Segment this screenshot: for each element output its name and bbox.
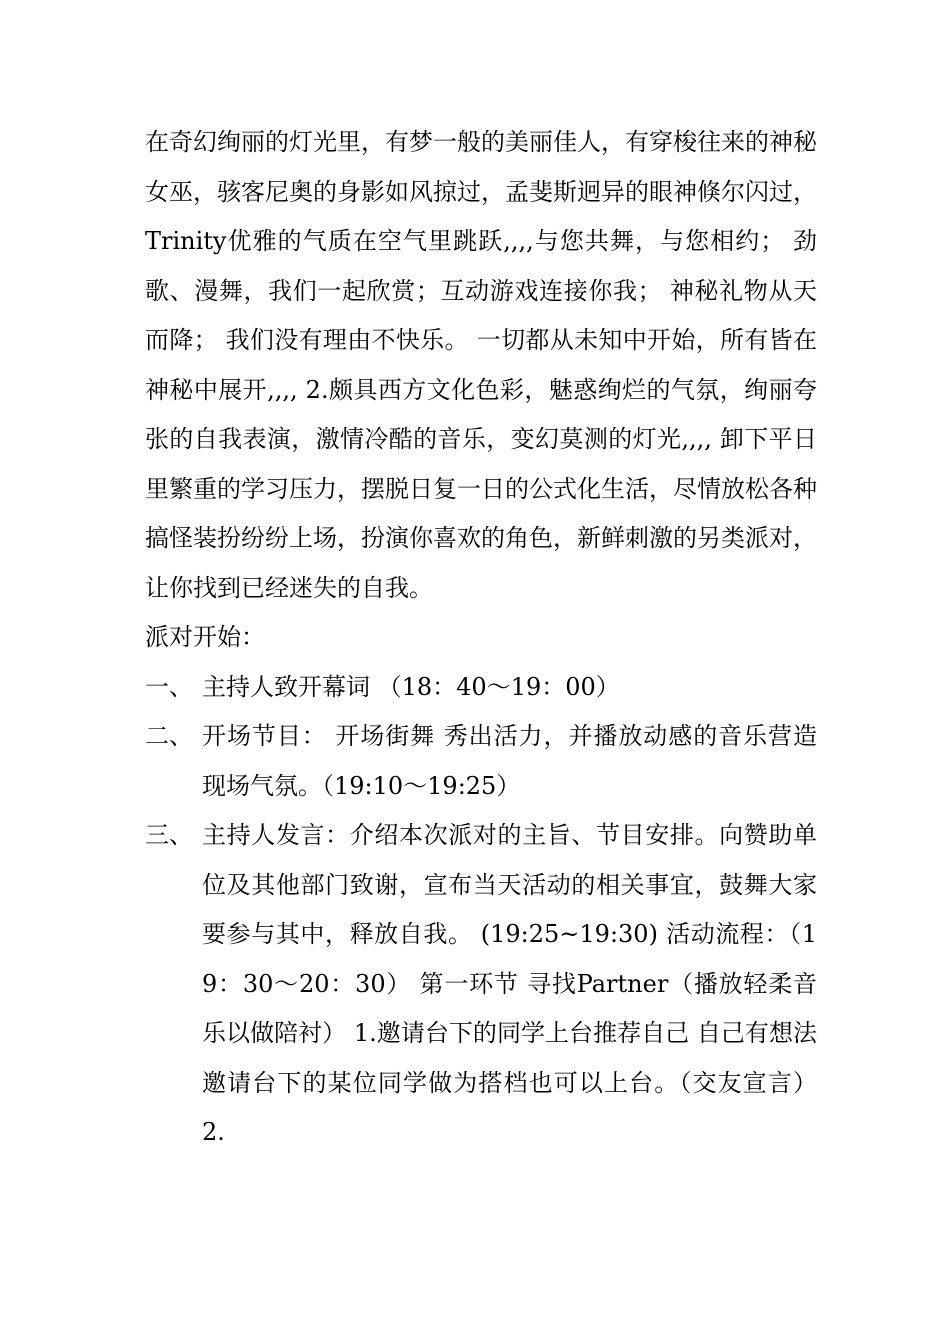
document-page [145, 118, 817, 1158]
list-marker: 一、 [145, 672, 193, 701]
list-item-text: 主持人致开幕词 （18：40～19：00） [202, 672, 620, 701]
list-item-text: 主持人发言：介绍本次派对的主旨、节目安排。向赞助单位及其他部门致谢，宣布当天活动的相关事宜，鼓舞大家要参与其中，释放自我。 (19:25~19:30) 活动流程：（19：30～20：30） 第一环节 寻找Partner（播放轻柔音乐以做陪衬） 1.邀请台下的同学上台推荐自己 自己有想法邀请台下的某位同学做为搭档也可以上台。（交友宣言） 2. [202, 821, 817, 1146]
list-item [145, 663, 817, 713]
intro-paragraph: 在奇幻绚丽的灯光里，有梦一般的美丽佳人，有穿梭往来的神秘女巫，骇客尼奥的身影如风掠过，孟斐斯迥异的眼神倏尔闪过，Trinity优雅的气质在空气里跳跃,,,,与您共舞，与您相约； 劲歌、漫舞，我们一起欣赏；互动游戏连接你我； 神秘礼物从天而降； 我们没有理由不快乐。 一切都从未知中开始，所有皆在神秘中展开,,,, 2.颇具西方文化色彩，魅惑绚烂的气氛，绚丽夸张的自我表演，激情冷酷的音乐，变幻莫测的灯光,,,, 卸下平日里繁重的学习压力，摆脱日复一日的公式化生活，尽情放松各种搞怪装扮纷纷上场，扮演你喜欢的角色，新鲜刺激的另类派对，让你找到已经迷失的自我。 [145, 128, 817, 602]
list-item [145, 811, 817, 1158]
agenda-list [145, 663, 817, 1158]
list-marker: 二、 [145, 722, 193, 750]
section-heading: 派对开始： [145, 623, 265, 651]
list-item [145, 712, 817, 811]
list-item-text: 开场节目： 开场街舞 秀出活力，并播放动感的音乐营造现场气氛。（19:10～19:25） [202, 722, 817, 800]
list-marker: 三、 [145, 821, 193, 849]
